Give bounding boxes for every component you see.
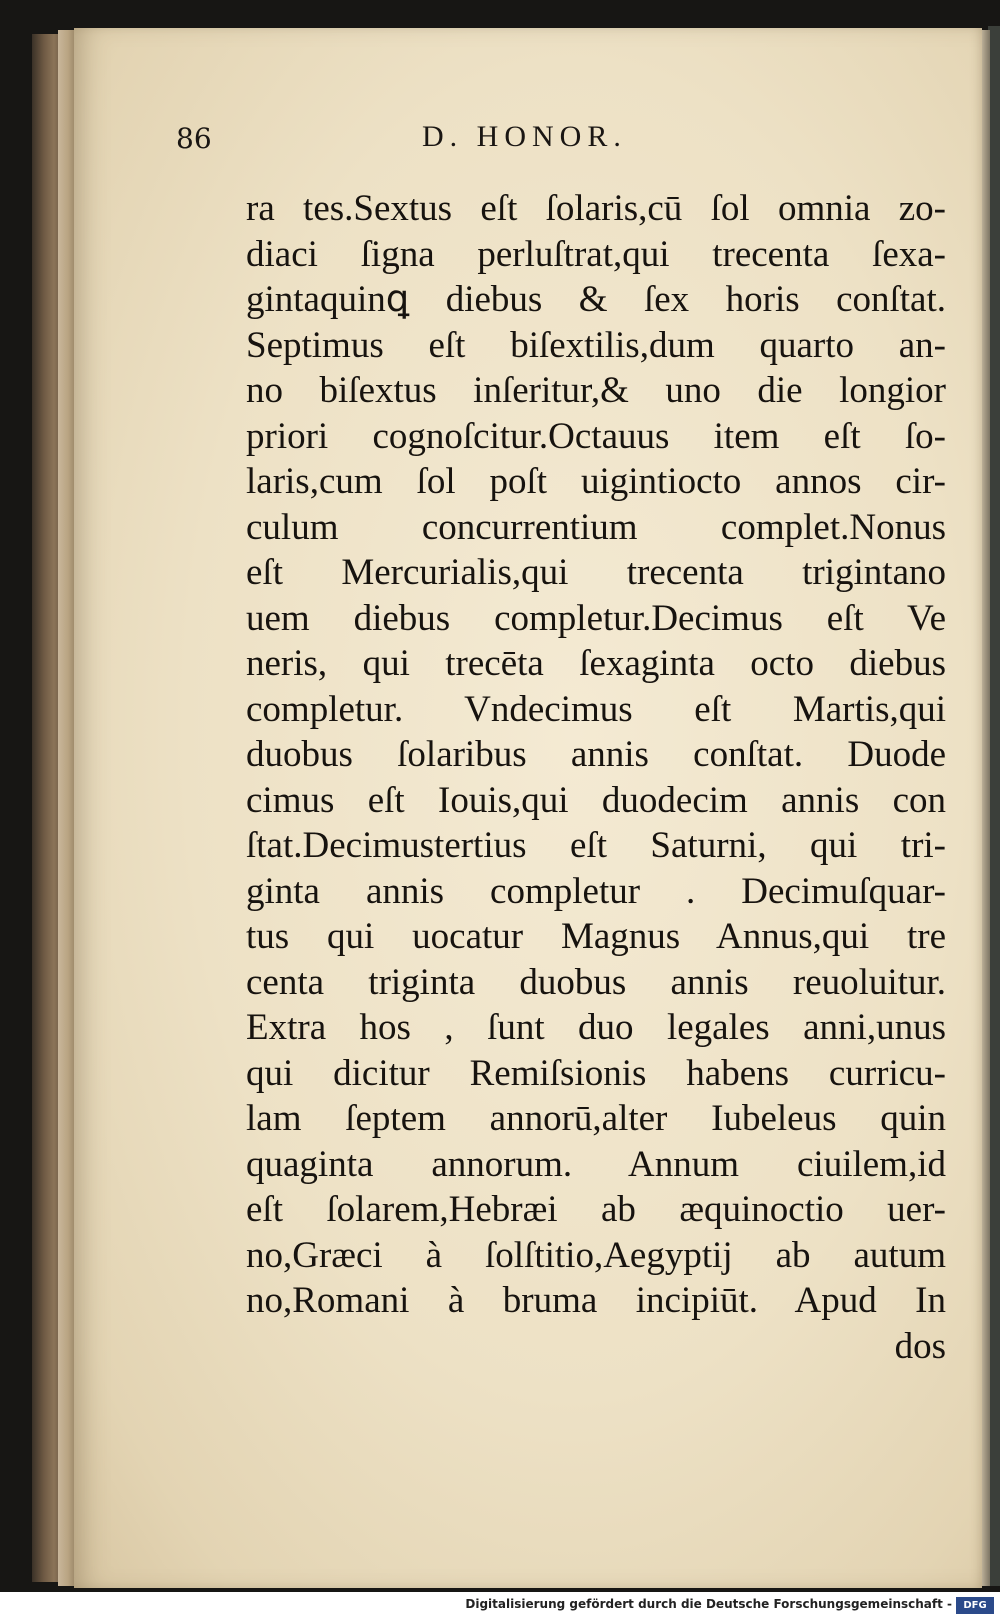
text-line: Extra hos , ſunt duo legales anni,unus bbox=[246, 1007, 946, 1048]
running-head bbox=[176, 118, 876, 158]
text-line: completur. Vndecimus eſt Martis,qui bbox=[246, 688, 946, 730]
text-line: quaginta annorum. Annum ciuilem,id bbox=[246, 1143, 946, 1185]
text-line: Septimus eſt biſextilis,dum quarto an- bbox=[246, 324, 946, 366]
text-line: eſt Mercurialis,qui trecenta trigintano bbox=[246, 552, 946, 593]
text-line: qui dicitur Remiſsionis habens curricu- bbox=[246, 1052, 946, 1094]
text-line: duobus ſolaribus annis conſtat. Duode bbox=[246, 734, 946, 775]
text-line: ſtat.Decimustertius eſt Saturni, qui tri- bbox=[246, 825, 946, 866]
text-line: no,Romani à bruma incipiūt. Apud In bbox=[246, 1280, 946, 1321]
text-line: neris, qui trecēta ſexaginta octo diebus bbox=[246, 643, 946, 684]
text-line: culum concurrentium complet.Nonus bbox=[246, 506, 946, 548]
text-line: uem diebus completur.Decimus eſt Ve bbox=[246, 597, 946, 639]
text-line: lam ſeptem annorū,alter Iubeleus quin bbox=[246, 1098, 946, 1139]
text-line: ginta annis completur . Decimuſquar- bbox=[246, 870, 946, 912]
text-line: no biſextus inſeritur,& uno die longior bbox=[246, 370, 946, 411]
running-head-title: D. HONOR. bbox=[422, 120, 627, 153]
text-line: centa triginta duobus annis reuoluitur. bbox=[246, 961, 946, 1003]
text-line: cimus eſt Iouis,qui duodecim annis con bbox=[246, 779, 946, 821]
text-line: diaci ſigna perluſtrat,qui trecenta ſexa- bbox=[246, 233, 946, 275]
body-text bbox=[246, 186, 946, 1369]
page-number: 86 bbox=[176, 122, 212, 155]
text-line: laris,cum ſol poſt uigintiocto annos cir- bbox=[246, 461, 946, 502]
text-line: priori cognoſcitur.Octauus item eſt ſo- bbox=[246, 415, 946, 457]
funding-credit: Digitalisierung gefördert durch die Deutsche Forschungsgemeinschaft - bbox=[465, 1597, 952, 1611]
dfg-logo-icon: DFG bbox=[956, 1597, 994, 1614]
text-line: tus qui uocatur Magnus Annus,qui tre bbox=[246, 916, 946, 957]
text-line: ra tes.Sextus eſt ſolaris,cū ſol omnia zo- bbox=[246, 188, 946, 229]
text-line: gintaquinꝗ diebus & ſex horis conſtat. bbox=[246, 279, 946, 320]
text-line: eſt ſolarem,Hebræi ab æquinoctio uer- bbox=[246, 1189, 946, 1230]
footer-bar bbox=[0, 1592, 1000, 1620]
text-line: no,Græci à ſolſtitio,Aegyptij ab autum bbox=[246, 1234, 946, 1276]
catchword: dos bbox=[894, 1325, 946, 1367]
